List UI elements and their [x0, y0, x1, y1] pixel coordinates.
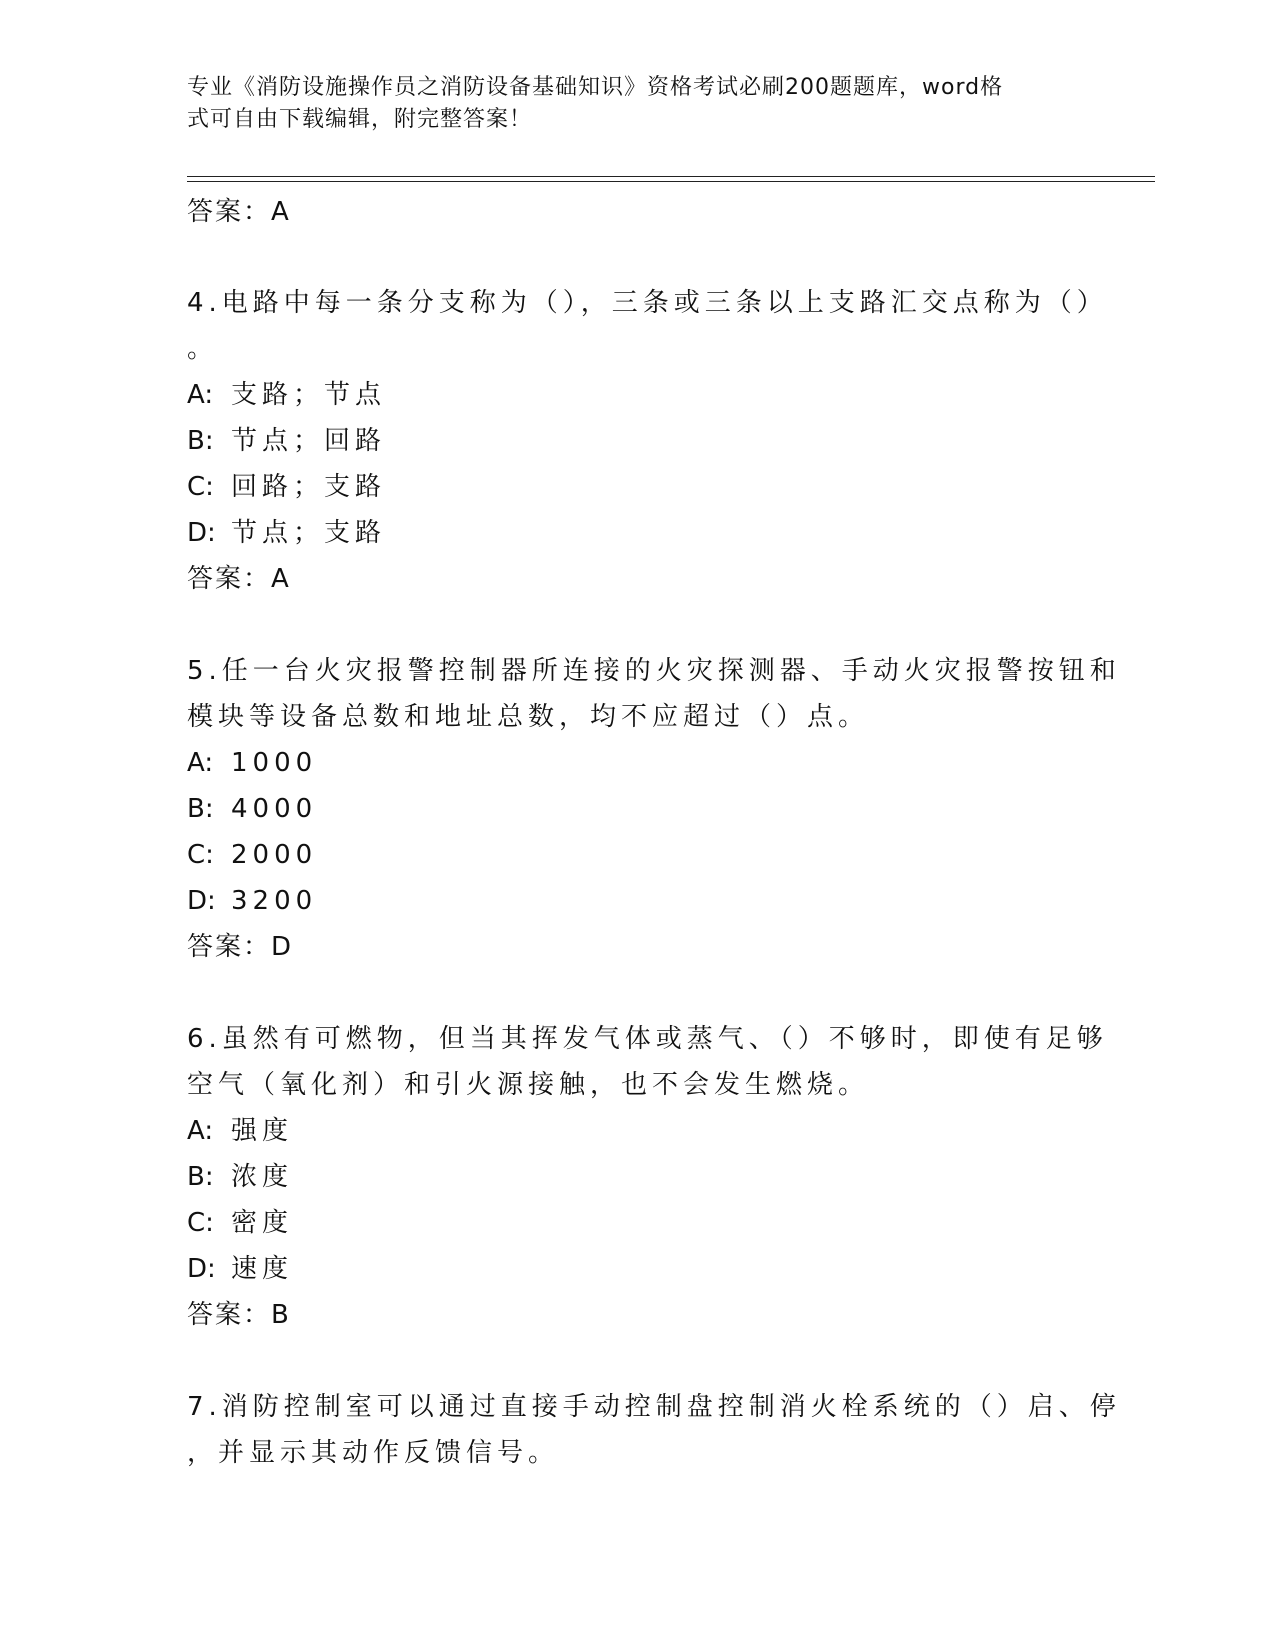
option-letter: B: [187, 794, 214, 824]
option-letter: A: [187, 1116, 214, 1146]
option-letter: B: [187, 426, 214, 456]
option-text: 3200 [231, 886, 318, 916]
option-text: 速度 [231, 1254, 294, 1284]
option-d [187, 510, 1067, 556]
answer-line: 答案：A [187, 564, 291, 594]
option-letter: A: [187, 380, 214, 410]
option-letter: C: [187, 840, 214, 870]
option-a [187, 1108, 1067, 1154]
option-letter: B: [187, 1162, 214, 1192]
question-text-line: 模块等设备总数和地址总数，均不应超过（）点。 [187, 702, 870, 732]
option-text: 强度 [231, 1116, 294, 1146]
header-line-1: 专业《消防设施操作员之消防设备基础知识》资格考试必刷200题题库，word格 [187, 75, 1004, 100]
question-text-line: 4.电路中每一条分支称为（），三条或三条以上支路汇交点称为（） [187, 288, 1108, 318]
option-letter: D: [187, 1254, 216, 1284]
option-c [187, 464, 1067, 510]
document-header [187, 72, 1067, 136]
answer-line-q3: 答案：A [187, 197, 291, 227]
option-b [187, 418, 1067, 464]
question-text-line: 空气（氧化剂）和引火源接触，也不会发生燃烧。 [187, 1070, 870, 1100]
option-letter: A: [187, 748, 214, 778]
option-letter: D: [187, 518, 216, 548]
spacer [187, 602, 1067, 648]
document-body [187, 190, 1121, 1476]
question-text-line: 5.任一台火灾报警控制器所连接的火灾探测器、手动火灾报警按钮和 [187, 656, 1121, 686]
option-b [187, 786, 1067, 832]
option-d [187, 878, 1067, 924]
answer-line: 答案：D [187, 932, 294, 962]
spacer [187, 970, 1067, 1016]
option-letter: D: [187, 886, 216, 916]
option-c [187, 832, 1067, 878]
option-a [187, 740, 1067, 786]
question-text-line: ，并显示其动作反馈信号。 [187, 1438, 560, 1468]
option-text: 4000 [231, 794, 318, 824]
question-text-line: 6.虽然有可燃物，但当其挥发气体或蒸气、（）不够时，即使有足够 [187, 1024, 1108, 1054]
option-c [187, 1200, 1067, 1246]
spacer [187, 1338, 1067, 1384]
question-text-line: 。 [187, 334, 219, 364]
option-text: 2000 [231, 840, 318, 870]
option-letter: C: [187, 1208, 214, 1238]
header-rule-top [187, 176, 1155, 177]
question-4 [187, 280, 1108, 602]
header-line-2: 式可自由下载编辑，附完整答案！ [187, 107, 533, 132]
option-d [187, 1246, 1067, 1292]
option-b [187, 1154, 1067, 1200]
spacer [187, 234, 1067, 280]
option-text: 浓度 [231, 1162, 294, 1192]
question-7 [187, 1384, 1121, 1476]
question-6 [187, 1016, 1108, 1338]
option-letter: C: [187, 472, 214, 502]
option-a [187, 372, 1067, 418]
option-text: 密度 [231, 1208, 294, 1238]
question-text-line: 7.消防控制室可以通过直接手动控制盘控制消火栓系统的（）启、停 [187, 1392, 1121, 1422]
option-text: 节点；回路 [231, 426, 387, 456]
answer-line: 答案：B [187, 1300, 291, 1330]
option-text: 节点；支路 [231, 518, 387, 548]
option-text: 支路；节点 [231, 380, 387, 410]
question-5 [187, 648, 1121, 970]
option-text: 1000 [231, 748, 318, 778]
option-text: 回路；支路 [231, 472, 387, 502]
header-rule-bottom [187, 181, 1155, 182]
